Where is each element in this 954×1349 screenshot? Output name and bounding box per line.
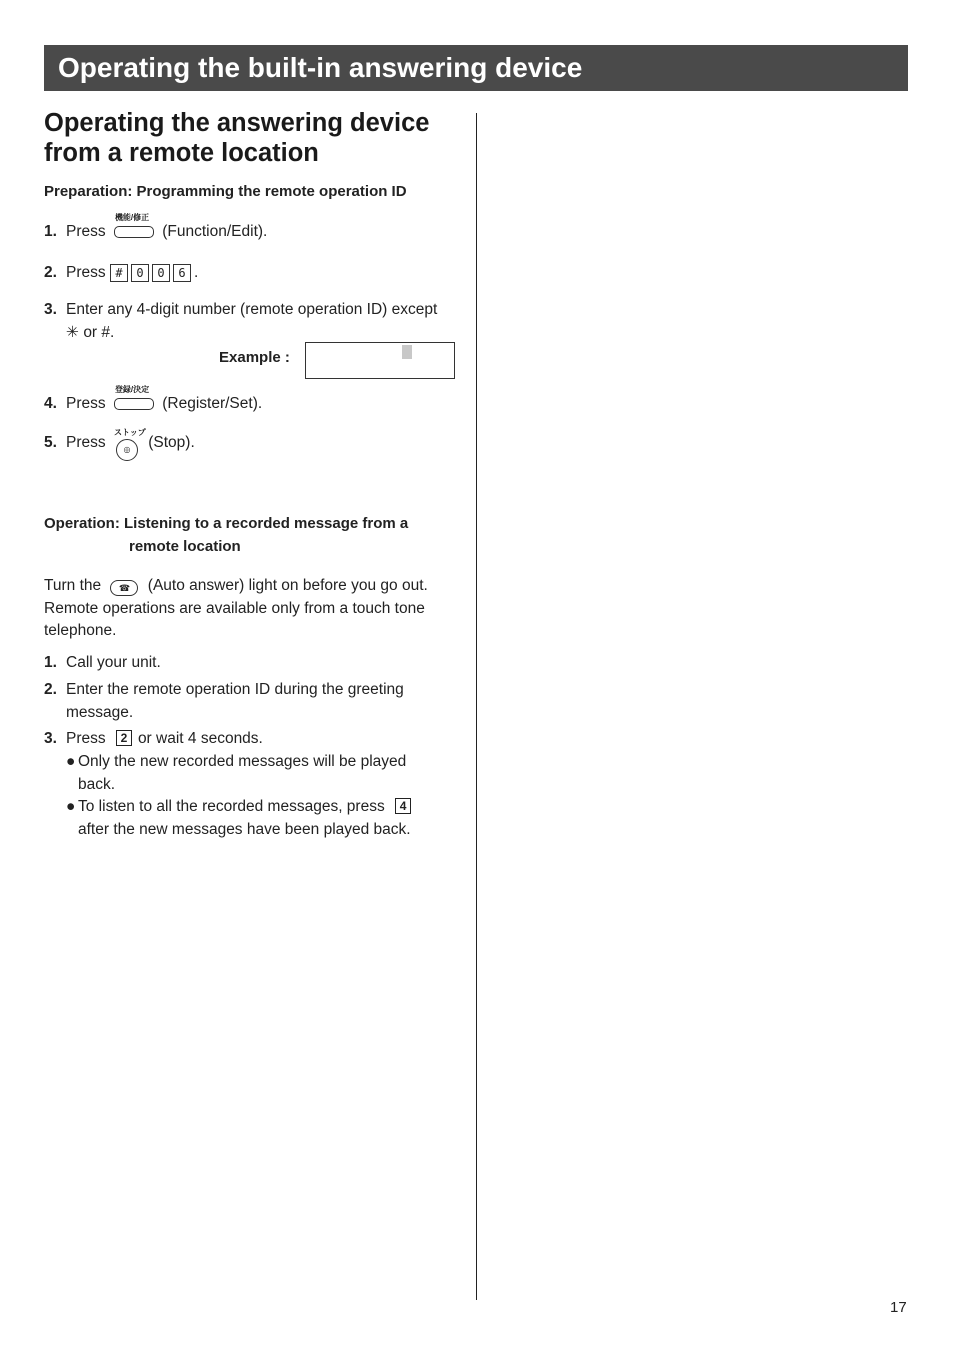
op-step-2: 2. Enter the remote operation ID during the greeting message. [44,681,404,721]
prep-step-3: 3. Enter any 4-digit number (remote operation ID) except ✳ or #. [44,301,438,341]
prep-step-5: 5. Press ストップ ◎ (Stop). [44,432,456,461]
example-label: Example : [219,349,290,366]
left-column [44,108,456,838]
hash-key-icon: # [110,264,128,282]
section-title: Operating the answering device from a remote location [44,109,430,167]
page-number: 17 [890,1299,907,1316]
four-key-icon: 4 [395,798,411,814]
function-edit-key-icon: 機能/修正 [114,226,154,238]
op-step-3: 3. Press 2 or wait 4 seconds. [44,730,263,747]
stop-key-icon: ストップ ◎ [116,439,138,461]
prep-step-2: 2. Press # 0 0 6 . [44,264,199,281]
display-cursor [402,345,412,359]
two-key-icon: 2 [116,730,132,746]
op-bullet-2: ● To listen to all the recorded messages, press 4 after the new messages have been played back. [66,798,411,838]
register-set-key-icon: 登録/決定 [114,398,154,410]
six-key-icon: 6 [173,264,191,282]
intro-paragraph: Turn the ☎ (Auto answer) light on before you go out. Remote operations are available only from a touch tone telephone. [44,577,428,639]
header-title: Operating the built-in answering device [58,52,583,83]
preparation-heading: Preparation: Programming the remote operation ID [44,183,407,200]
example-display-box [305,342,455,379]
prep-step-1: 1. Press 機能/修正 (Function/Edit). [44,213,268,240]
op-step-1: 1. Call your unit. [44,654,161,671]
column-divider [476,113,477,1300]
auto-answer-key-icon: ☎ [110,580,138,596]
prep-step-4: 4. Press 登録/決定 (Register/Set). [44,385,263,412]
zero-key-icon: 0 [131,264,149,282]
operation-heading: Operation: Listening to a recorded message from a remote location [44,515,409,555]
star-key-icon: ✳ [66,323,79,341]
zero-key-icon: 0 [152,264,170,282]
page-header [44,45,908,91]
op-bullet-1: ● Only the new recorded messages will be played back. [66,753,407,793]
